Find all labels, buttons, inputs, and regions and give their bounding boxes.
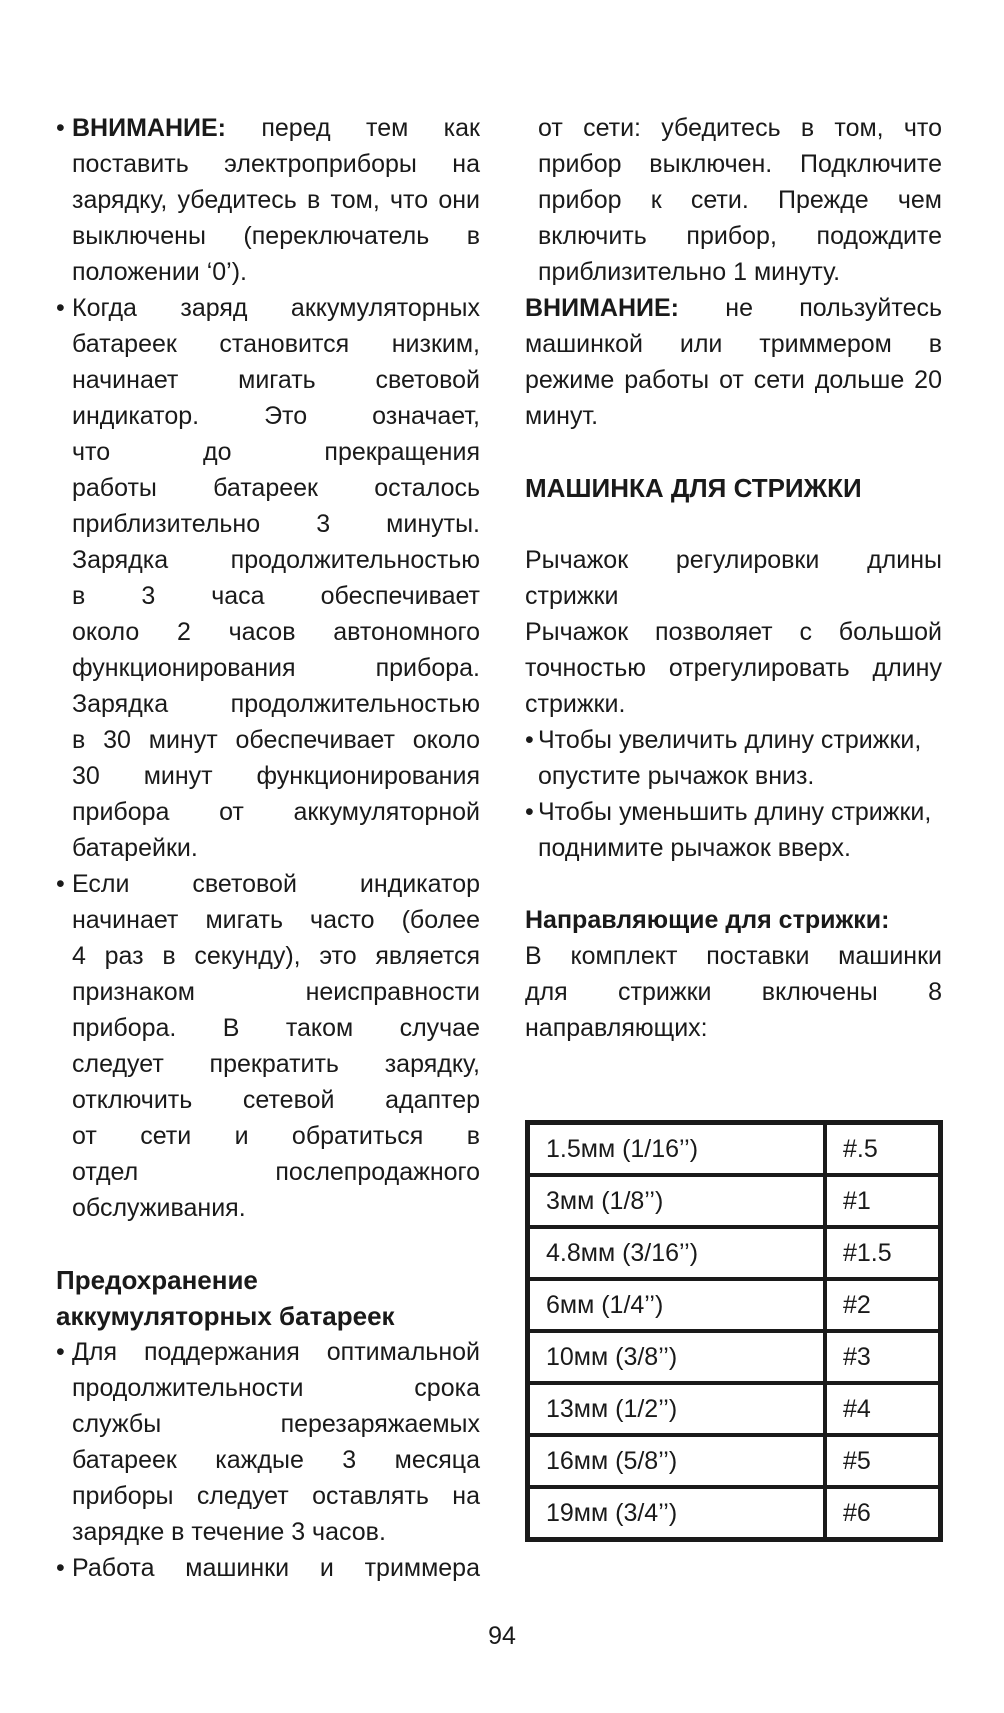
- text-line: отдел послепродажного: [72, 1158, 480, 1186]
- bullet-item-battery-maintenance: [56, 1334, 480, 1550]
- text-line: около 2 часов автономного: [72, 618, 480, 646]
- text-line: Зарядка продолжительностью: [72, 690, 480, 718]
- warning-label: ВНИМАНИЕ:: [525, 294, 679, 322]
- guide-size-cell: 3мм (1/8’’): [528, 1175, 825, 1227]
- text-line: режиме работы от сети дольше 20: [525, 366, 942, 394]
- text-line: Когда заряд аккумуляторных: [72, 294, 480, 322]
- guide-size-cell: 10мм (3/8’’): [528, 1331, 825, 1383]
- guide-code-cell: #4: [825, 1383, 940, 1435]
- text-line: в 3 часа обеспечивает: [72, 582, 480, 610]
- guide-code-cell: #5: [825, 1435, 940, 1487]
- bullet-dot: •: [56, 870, 65, 898]
- text-line: в 30 минут обеспечивает около: [72, 726, 480, 754]
- table-row: [528, 1123, 940, 1175]
- text-line: работы батареек осталось: [72, 474, 480, 502]
- text-line: Рычажок регулировки длины: [525, 546, 942, 574]
- text-line: Работа машинки и триммера: [72, 1554, 480, 1582]
- text-line: поставить электроприборы на: [72, 150, 480, 178]
- text-line: продолжительности срока: [72, 1374, 480, 1402]
- bullet-dot: •: [525, 726, 534, 754]
- section-heading-clipper: МАШИНКА ДЛЯ СТРИЖКИ: [525, 473, 862, 503]
- table-row: [528, 1383, 940, 1435]
- text-line: Для поддержания оптимальной: [72, 1338, 480, 1366]
- text-line: приблизительно 3 минуты.: [72, 510, 480, 538]
- table-row: [528, 1175, 940, 1227]
- guide-size-cell: 16мм (5/8’’): [528, 1435, 825, 1487]
- text-line: приблизительно 1 минуту.: [538, 258, 841, 286]
- text-line: прибор выключен. Подключите: [538, 150, 942, 178]
- text-line: машинкой или триммером в: [525, 330, 942, 358]
- text-line: поднимите рычажок вверх.: [538, 834, 851, 862]
- guide-code-cell: #6: [825, 1487, 940, 1539]
- table-row: [528, 1487, 940, 1539]
- guide-code-cell: #3: [825, 1331, 940, 1383]
- text-line: отключить сетевой адаптер: [72, 1086, 480, 1114]
- bullet-dot: •: [56, 114, 65, 142]
- text-line: индикатор. Это означает,: [72, 402, 480, 430]
- text-line: следует прекратить зарядку,: [72, 1050, 480, 1078]
- guide-code-cell: #1: [825, 1175, 940, 1227]
- bullet-item-increase-length: [525, 722, 942, 794]
- text-line: начинает мигать часто (более: [72, 906, 480, 934]
- guide-code-cell: #2: [825, 1279, 940, 1331]
- guide-size-cell: 6мм (1/4’’): [528, 1279, 825, 1331]
- text-line: 4 раз в секунду), это является: [72, 942, 480, 970]
- lever-title: [525, 542, 942, 614]
- text-line: от сети и обратиться в: [72, 1122, 480, 1150]
- left-column: [56, 110, 480, 1586]
- text-line: 30 минут функционирования: [72, 762, 480, 790]
- text-line: стрижки: [525, 582, 619, 610]
- bullet-dot: •: [56, 294, 65, 322]
- bullet-item-warning-charging: • ВНИМАНИЕ: перед тем как поставить электроприборы на зарядку, убедитесь в том, что они выключены (переключатель в положении ‘0’).: [56, 110, 480, 290]
- warning-paragraph: ВНИМАНИЕ: не пользуйтесь машинкой или триммером в режиме работы от сети дольше 20 минут.: [525, 290, 942, 434]
- bullet-dot: •: [525, 798, 534, 826]
- section-heading-battery-care: [56, 1262, 480, 1334]
- guide-size-cell: 1.5мм (1/16’’): [528, 1123, 825, 1175]
- bullet-item-fast-blinking: [56, 866, 480, 1226]
- text-line: приборы следует оставлять на: [72, 1482, 480, 1510]
- text-line: батареек становится низким,: [72, 330, 480, 358]
- table-row: [528, 1331, 940, 1383]
- text-line: функционирования прибора.: [72, 654, 480, 682]
- guide-size-cell: 19мм (3/4’’): [528, 1487, 825, 1539]
- continued-paragraph: [525, 110, 942, 290]
- text-line: зарядку, убедитесь в том, что они: [72, 186, 480, 214]
- guides-table: [525, 1120, 943, 1542]
- table-row: [528, 1279, 940, 1331]
- text-line: Если световой индикатор: [72, 870, 480, 898]
- guides-paragraph: [525, 938, 942, 1046]
- text-line: обслуживания.: [72, 1194, 246, 1222]
- text-line: точностью отрегулировать длину: [525, 654, 942, 682]
- text-line: прибора. В таком случае: [72, 1014, 480, 1042]
- text-line: В комплект поставки машинки: [525, 942, 942, 970]
- text-line: начинает мигать световой: [72, 366, 480, 394]
- text-line: стрижки.: [525, 690, 626, 718]
- text-line: от сети: убедитесь в том, что: [538, 114, 942, 142]
- text-line: включить прибор, подождите: [538, 222, 942, 250]
- guide-size-cell: 13мм (1/2’’): [528, 1383, 825, 1435]
- bullet-item-mains-operation: [56, 1550, 480, 1586]
- bullet-dot: •: [56, 1338, 65, 1366]
- bullet-dot: •: [56, 1554, 65, 1582]
- text-line: минут.: [525, 402, 599, 430]
- text-line: прибор к сети. Прежде чем: [538, 186, 942, 214]
- right-column: [525, 110, 942, 1046]
- text-line: зарядке в течение 3 часов.: [72, 1518, 386, 1546]
- text-line: выключены (переключатель в: [72, 222, 480, 250]
- text-line: Чтобы уменьшить длину стрижки,: [538, 798, 932, 826]
- lever-description: [525, 614, 942, 722]
- guide-code-cell: #.5: [825, 1123, 940, 1175]
- bullet-item-decrease-length: [525, 794, 942, 866]
- text-line: прибора от аккумуляторной: [72, 798, 480, 826]
- heading-line: Предохранение: [56, 1265, 258, 1295]
- text-line: Чтобы увеличить длину стрижки,: [538, 726, 922, 754]
- text-line: службы перезаряжаемых: [72, 1410, 480, 1438]
- text-line: батарейки.: [72, 834, 198, 862]
- text-line: Рычажок позволяет с большой: [525, 618, 942, 646]
- warning-label: ВНИМАНИЕ:: [72, 114, 226, 142]
- guide-code-cell: #1.5: [825, 1227, 940, 1279]
- guides-heading: Направляющие для стрижки:: [525, 906, 890, 934]
- text-line: направляющих:: [525, 1014, 708, 1042]
- text-line: для стрижки включены 8: [525, 978, 942, 1006]
- text-line: батареек каждые 3 месяца: [72, 1446, 480, 1474]
- page-number: 94: [488, 1622, 516, 1650]
- text-line: положении ‘0’).: [72, 258, 247, 286]
- text-line: опустите рычажок вниз.: [538, 762, 815, 790]
- text-line: что до прекращения: [72, 438, 480, 466]
- bullet-item-low-charge: [56, 290, 480, 866]
- table-row: [528, 1435, 940, 1487]
- heading-line: аккумуляторных батареек: [56, 1301, 395, 1331]
- table-row: [528, 1227, 940, 1279]
- text-line: признаком неисправности: [72, 978, 480, 1006]
- text-line: Зарядка продолжительностью: [72, 546, 480, 574]
- guide-size-cell: 4.8мм (3/16’’): [528, 1227, 825, 1279]
